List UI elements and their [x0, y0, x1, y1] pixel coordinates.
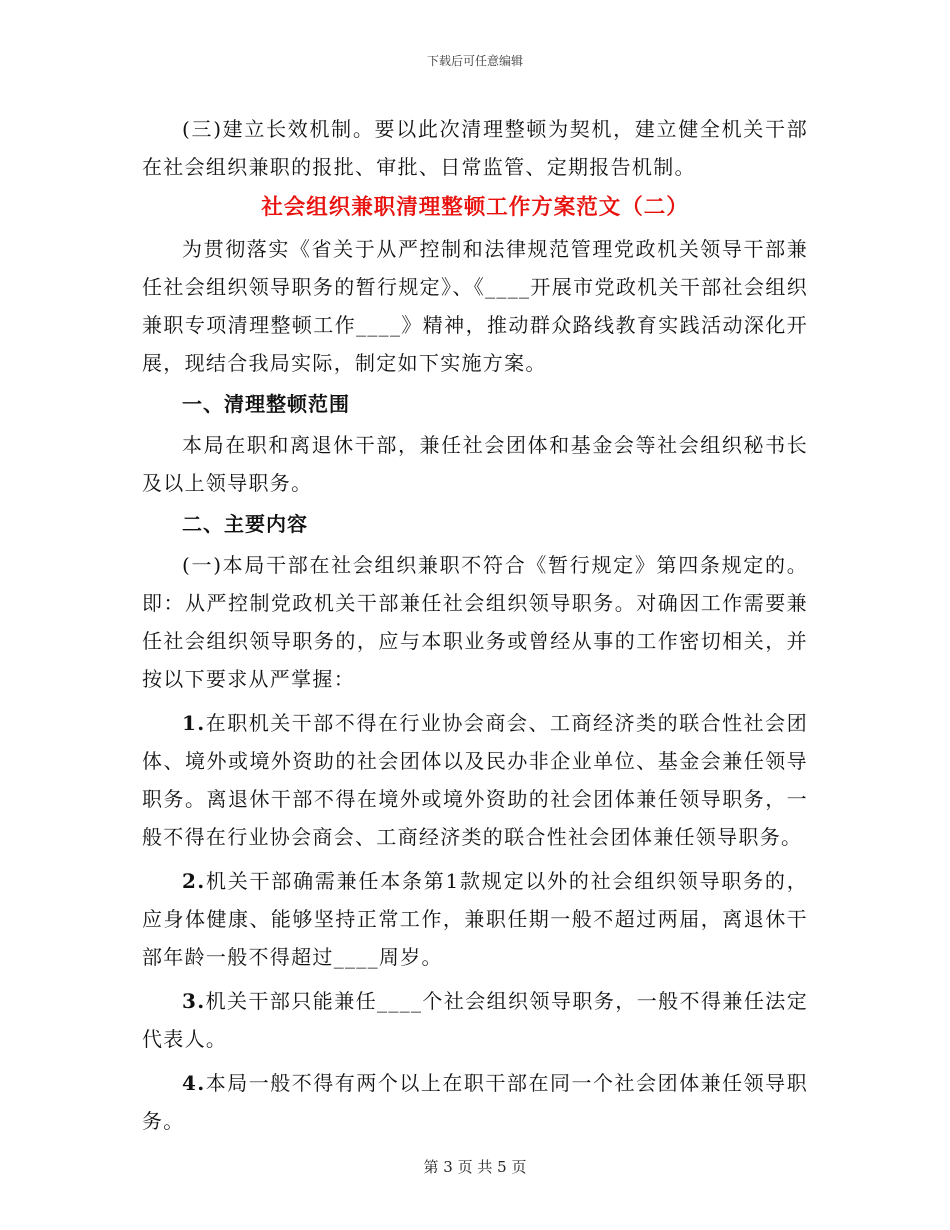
page-number: 第 3 页 共 5 页: [423, 1158, 527, 1176]
list-item-text: 在职机关干部不得在行业协会商会、工商经济类的联合性社会团体、境外或境外资助的社会团体以及民办非企业单位、基金会兼任领导职务。离退休干部不得在境外或境外资助的社会团体兼任领导职务，一般不得在行业协会商会、工商经济类的联合性社会团体兼任领导职务。: [142, 711, 808, 849]
section-heading-content: 二、主要内容: [182, 512, 308, 536]
section-heading-scope: 一、清理整顿范围: [182, 392, 350, 416]
preamble-paragraph: 为贯彻落实《省关于从严控制和法律规范管理党政机关领导干部兼任社会组织领导职务的暂行规定》、《____开展市党政机关干部社会组织兼职专项清理整顿工作____》精神，推动群众路线教育实践活动深化开展，现结合我局实际，制定如下实施方案。: [142, 237, 808, 375]
list-item-text: 机关干部确需兼任本条第1款规定以外的社会组织领导职务的，应身体健康、能够坚持正常工作，兼职任期一般不超过两届，离退休干部年龄一般不得超过____周岁。: [142, 869, 808, 969]
list-item-number: 3.: [182, 989, 206, 1013]
document-title: 社会组织兼职清理整顿工作方案范文（二）: [261, 195, 689, 220]
intro-paragraph: (三)建立长效机制。要以此次清理整顿为契机，建立健全机关干部在社会组织兼职的报批、审批、日常监管、定期报告机制。: [142, 117, 808, 179]
list-item-number: 4.: [182, 1071, 206, 1095]
list-item: [142, 982, 808, 1058]
content-intro-paragraph: (一)本局干部在社会组织兼职不符合《暂行规定》第四条规定的。即：从严控制党政机关干部兼任社会组织领导职务。对确因工作需要兼任社会组织领导职务的，应与本职业务或曾经从事的工作密切相关，并按以下要求从严掌握：: [142, 553, 808, 691]
list-item: [142, 862, 808, 976]
list-item-number: 2.: [182, 869, 206, 893]
list-item-number: 1.: [182, 711, 206, 735]
list-item: [142, 1064, 808, 1140]
document-body: [142, 110, 808, 1140]
page-header-note: 下载后可任意编辑: [426, 54, 523, 68]
scope-paragraph: 本局在职和离退休干部，兼任社会团体和基金会等社会组织秘书长及以上领导职务。: [142, 433, 808, 495]
list-item-text: 机关干部只能兼任____个社会组织领导职务，一般不得兼任法定代表人。: [142, 989, 808, 1051]
list-item: [142, 704, 808, 856]
list-item-text: 本局一般不得有两个以上在职干部在同一个社会团体兼任领导职务。: [142, 1071, 808, 1133]
